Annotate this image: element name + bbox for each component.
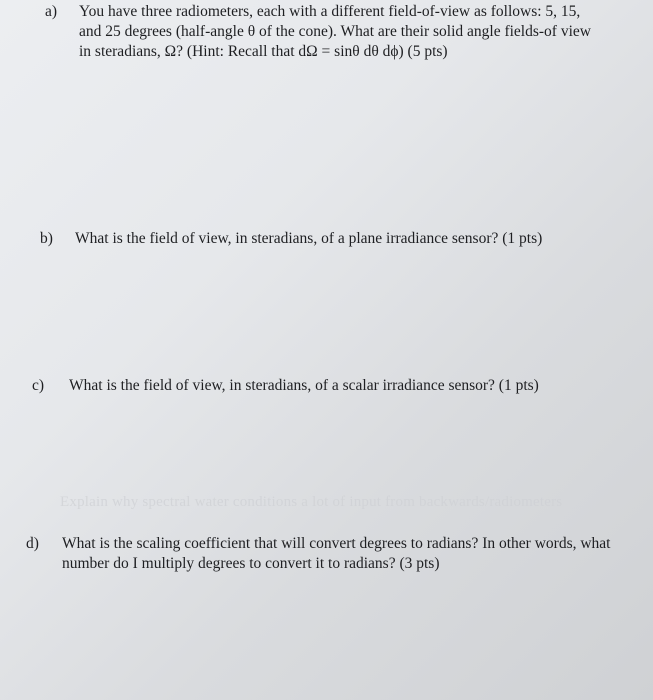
bleed-through-text: Explain why spectral water conditions a lot of input from backwards/radiometers [60,494,563,510]
question-c-label: c) [32,377,45,394]
question-a-label: a) [45,3,58,20]
question-b-label: b) [40,230,53,247]
question-c-text: What is the field of view, in steradians, of a scalar irradiance sensor? (1 pts) [69,377,539,394]
question-d-label: d) [26,535,39,552]
question-d-text: What is the scaling coefficient that will convert degrees to radians? In other words, what number do I multiply degrees to convert it to radians? (3 pts) [62,535,611,572]
question-a-text: You have three radiometers, each with a different field-of-view as follows: 5, 15, and 25 degrees (half-angle θ of the cone). What are their solid angle fields-of view in steradians, Ω? (Hint: Recall that dΩ = sinθ dθ dϕ) (5 pts) [79,3,591,60]
question-b-text: What is the field of view, in steradians, of a plane irradiance sensor? (1 pts) [75,230,543,247]
